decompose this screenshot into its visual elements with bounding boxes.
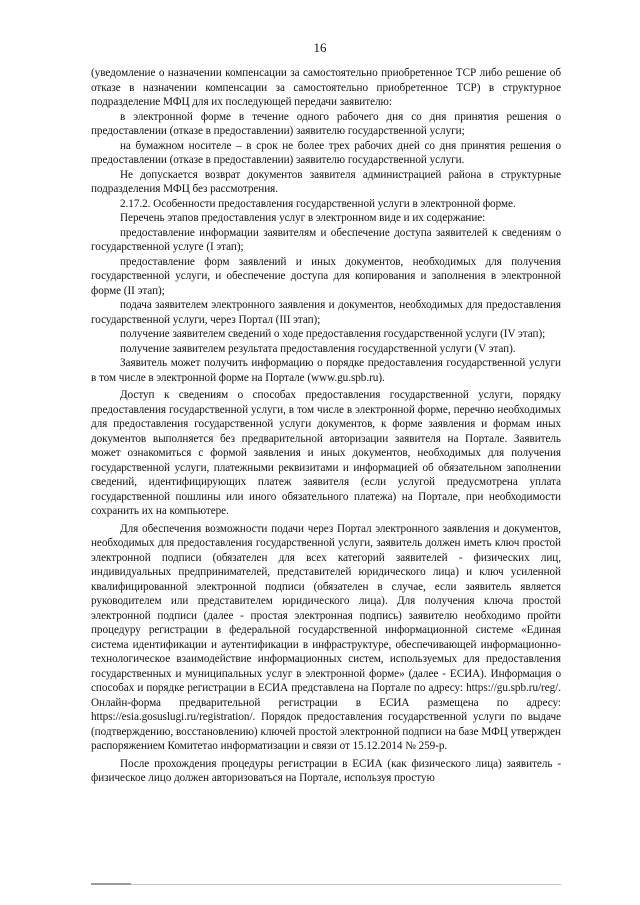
paragraph-notification-transfer: (уведомление о назначении компенсации за самостоятельно приобретенное ТСР либо решение об отказе в назначении компенсации за самостоятельно приобретенное ТСР) в структурное подразделение МФЦ для их последующей передачи заявителю: [91,67,561,108]
section-heading-2-17-2: 2.17.2. Особенности предоставления государственной услуги в электронной форме. [120,197,516,210]
paragraph-electronic-term: в электронной форме в течение одного рабочего дня со дня принятия решения о предоставлении (отказе в предоставлении) заявителю государственной услуги; [91,110,561,137]
page-number: 16 [313,40,327,55]
paragraph-stage-3: подача заявителем электронного заявления и документов, необходимых для предоставления государственной услуги, через Портал (III этап); [91,299,561,326]
paragraph-stage-2: предоставление форм заявлений и иных документов, необходимых для получения государственной услуги, и обеспечение доступа для копирования и заполнения в электронной форме (II этап); [91,255,561,297]
paragraph-no-return: Не допускается возврат документов заявителя администрацией района в структурные подразделения МФЦ без рассмотрения. [91,168,561,195]
paragraph-paper-term: на бумажном носителе – в срок не более трех рабочих дней со дня принятия решения о предоставлении (отказе в предоставлении) заявителю государственной услуги. [91,139,561,166]
paragraph-stages-list: Перечень этапов предоставления услуг в электронном виде и их содержание: [120,212,486,224]
document-body [91,66,561,786]
paragraph-esia-registration: Для обеспечения возможности подачи через Портал электронного заявления и документов, необходимых для предоставления государственной услуги, заявитель должен иметь ключ простой электронной подписи (обязателен для всех категорий заявителей - физических лиц, индивидуальных предпринимателей, представителей юридического лица) и ключ усиленной квалифицированной электронной подписи (обязателен в случае, если заявитель является руководителем или представителем юридического лица). Для получения ключа простой электронной подписи (далее - простая электронная подпись) заявителю необходимо пройти процедуру регистрации в федеральной государственной информационной системе «Единая система идентификации и аутентификации в инфраструктуре, обеспечивающей информационно-технологическое взаимодействие информационных систем, используемых для предоставления государственных и муниципальных услуг в электронной форме» (далее - ЕСИА). Информация о способах и порядке регистрации в ЕСИА представлена на Портале по адресу: https://gu.spb.ru/reg/. Онлайн-форма предварительной регистрации в ЕСИА размещена по адресу: https://esia.gosuslugi.ru/registration/. Порядок предоставления государственной услуги по выдаче (подтверждению, восстановлению) ключей простой электронной подписи на базе МФЦ утвержден распоряжением Комитетао информатизации и связи от 15.12.2014 № 259-р. [91,522,561,752]
paragraph-access-info: Доступ к сведениям о способах предоставления государственной услуги, порядку предоставления государственной услуги, в том числе в электронной форме, перечню необходимых для предоставления государственной услуги документов, к форме заявления и формам иных документов выполняется без предварительной авторизации заявителя на Портале. Заявитель может ознакомиться с формой заявления и иных документов, необходимых для получения государственной услуги, платежными реквизитами и информацией об обязательном заполнении сведений, идентифицирующих платеж заявителя (если услугой предусмотрена уплата государственной пошлины или иного обязательного платежа) на Портале, при необходимости сохранить их на компьютере. [91,389,561,517]
paragraph-stage-4: получение заявителем сведений о ходе предоставления государственной услуги (IV этап); [120,328,546,340]
paragraph-portal-info: Заявитель может получить информацию о порядке предоставления государственной услуги в том числе в электронной форме на Портале (www.gu.spb.ru). [91,357,561,384]
paragraph-after-registration: После прохождения процедуры регистрации в ЕСИА (как физического лица) заявитель - физическое лицо должен авторизоваться на Портале, используя простую [91,757,561,784]
page-bottom-mark [91,883,131,885]
paragraph-stage-5: получение заявителем результата предоставления государственной услуги (V этап). [120,342,516,355]
page-bottom-rule [91,884,561,885]
paragraph-stage-1: предоставление информации заявителям и обеспечение доступа заявителей к сведениям о государственной услуге (I этап); [91,226,561,253]
